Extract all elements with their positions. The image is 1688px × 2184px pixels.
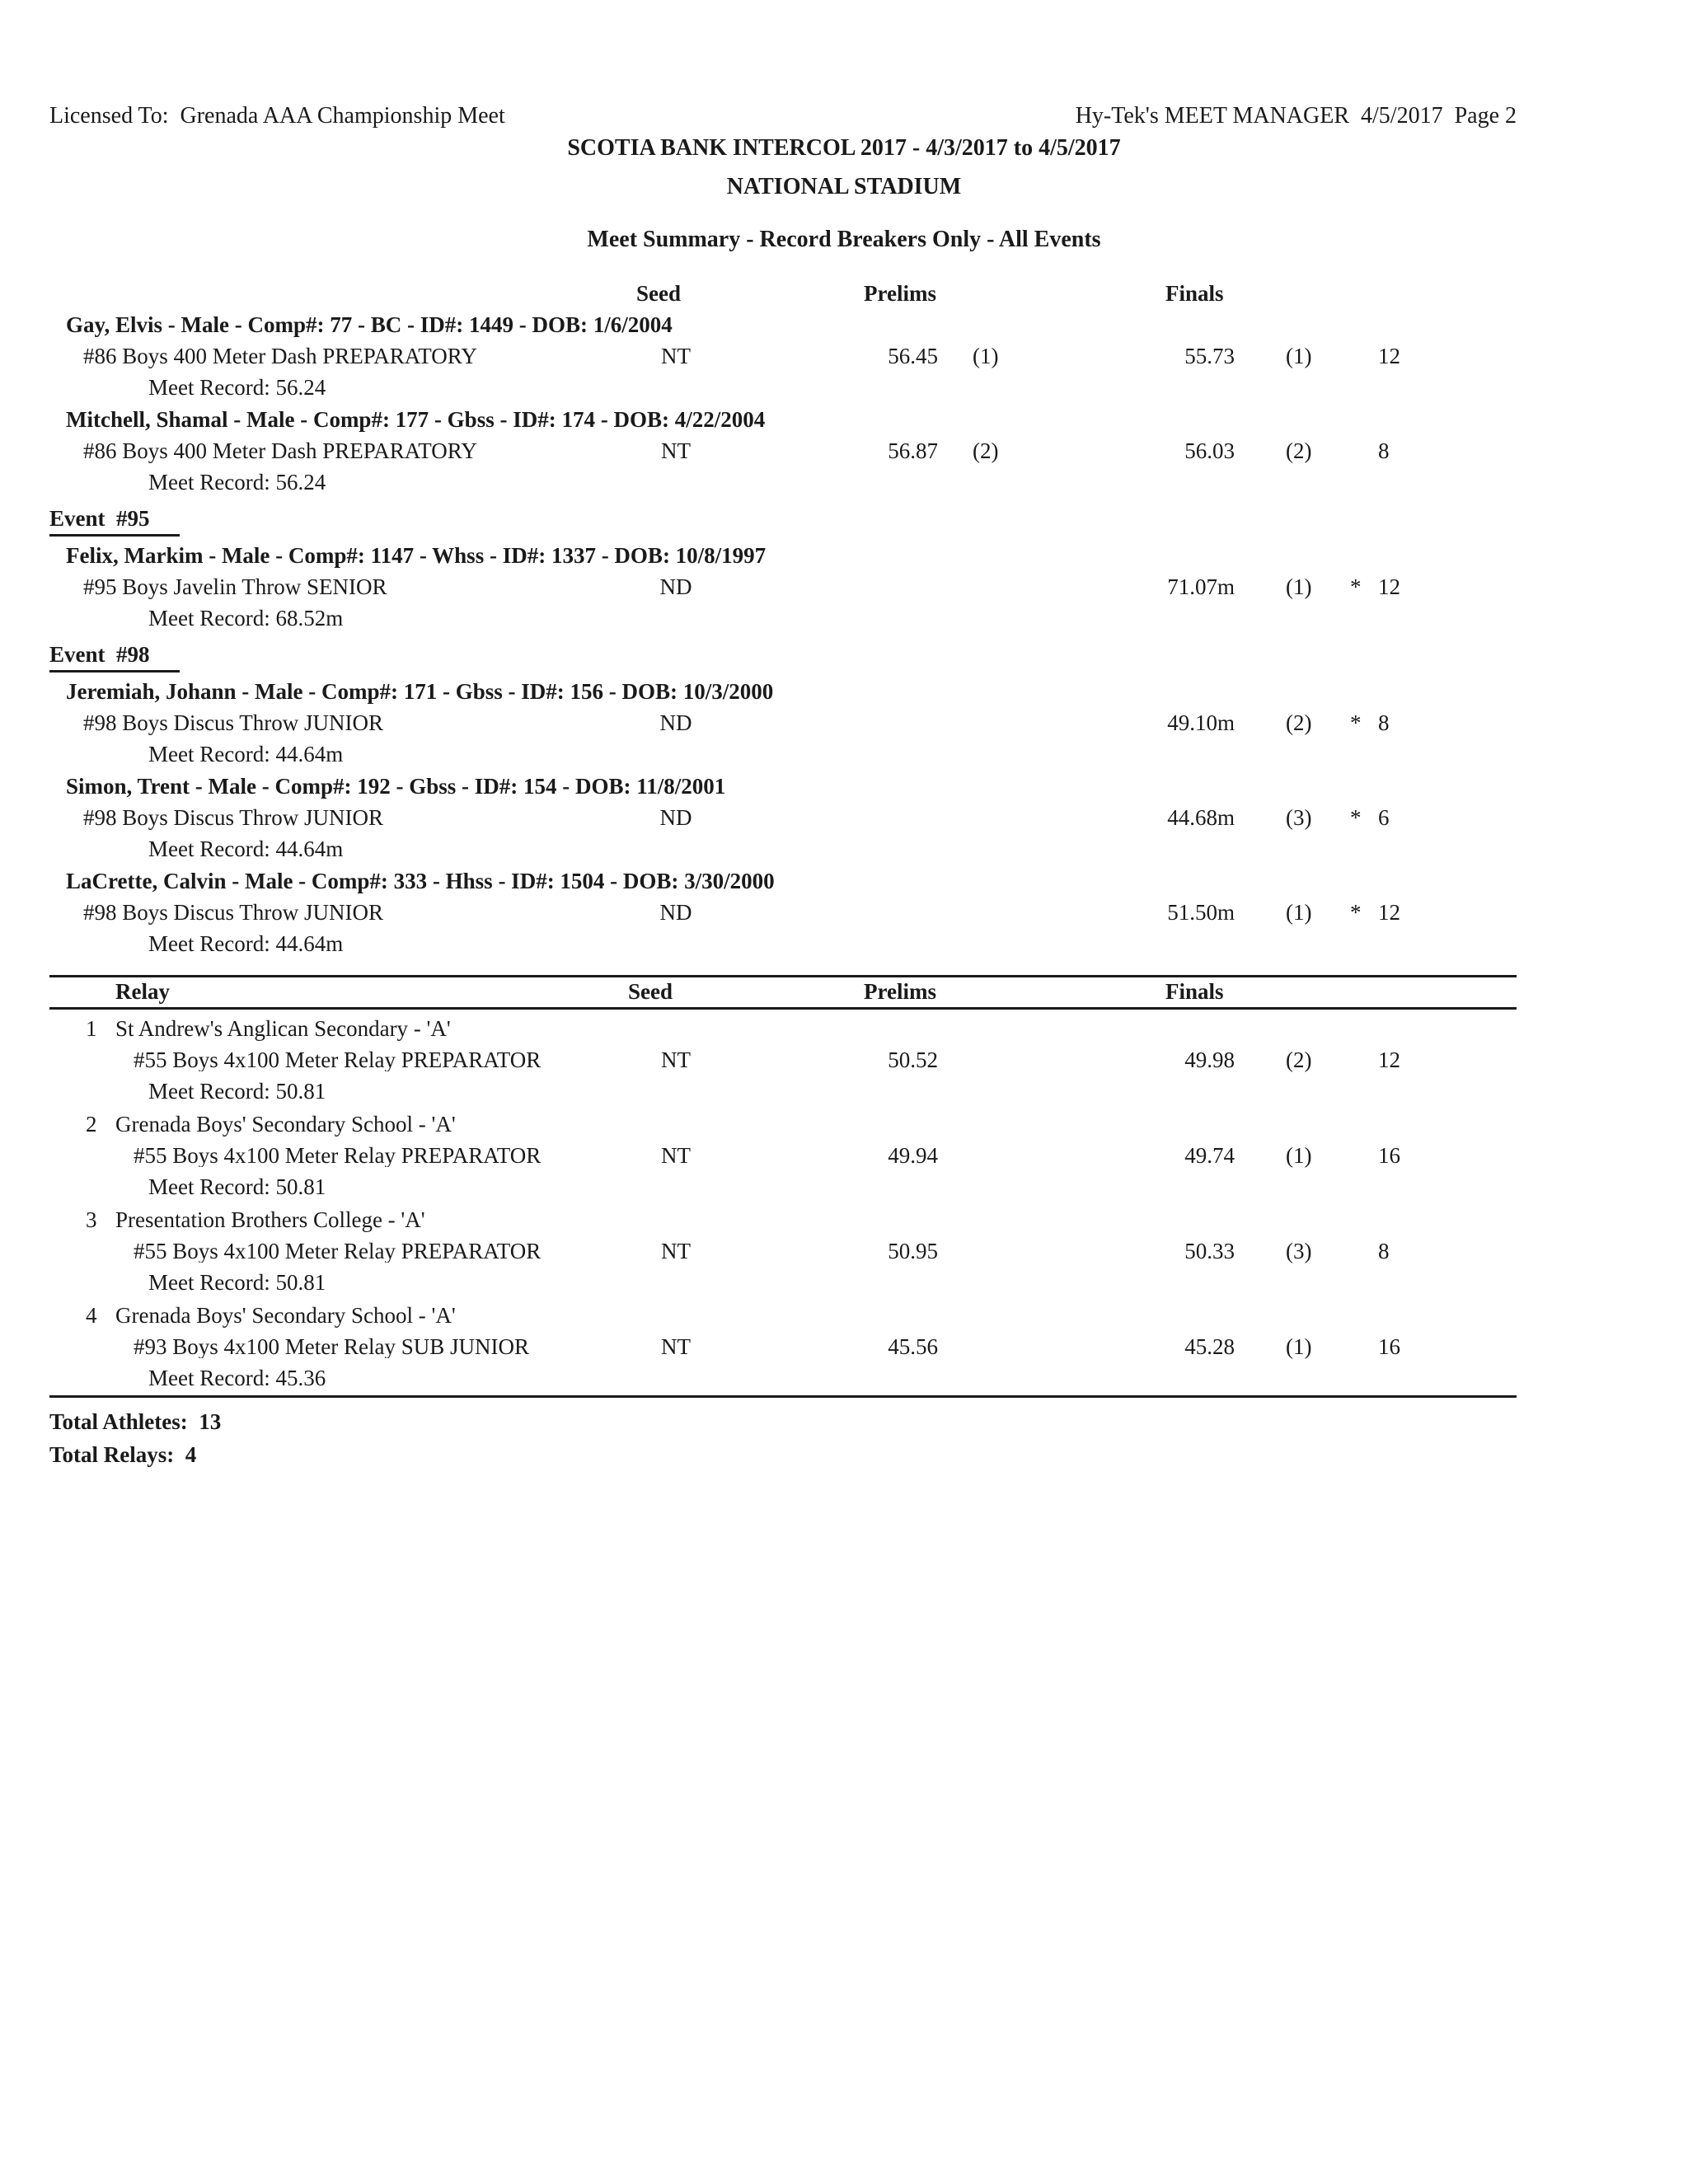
relay-finals-place: (2) — [1286, 1047, 1312, 1072]
athlete-name: Gay, Elvis - Male - Comp#: 77 - BC - ID#: 1449 - DOB: 1/6/2004 — [66, 312, 673, 337]
prelims-value: 56.45 — [888, 344, 938, 368]
relay-finals: 49.98 — [1184, 1047, 1235, 1072]
prelims-value: 56.87 — [888, 438, 938, 463]
relay-seed-header: Seed — [628, 979, 673, 1004]
relay-points: 12 — [1378, 1047, 1400, 1072]
relay-seed: NT — [661, 1143, 691, 1168]
relay-finals-place: (3) — [1286, 1239, 1312, 1263]
relay-event: #55 Boys 4x100 Meter Relay PREPARATOR — [134, 1240, 542, 1263]
report-title: Meet Summary - Record Breakers Only - All Events — [587, 227, 1101, 252]
relay-finals-header: Finals — [1165, 979, 1224, 1004]
seed-value: ND — [659, 900, 692, 925]
event-underline — [49, 670, 180, 673]
relay-event: #93 Boys 4x100 Meter Relay SUB JUNIOR — [134, 1336, 529, 1358]
athlete-name: Simon, Trent - Male - Comp#: 192 - Gbss - ID#: 154 - DOB: 11/8/2001 — [66, 774, 726, 799]
relay-points: 8 — [1378, 1239, 1390, 1263]
relay-seed: NT — [661, 1239, 691, 1263]
finals-value: 51.50m — [1167, 900, 1235, 925]
points-value: 12 — [1378, 344, 1400, 368]
meet-title: SCOTIA BANK INTERCOL 2017 - 4/3/2017 to 4/5/2017 — [567, 135, 1121, 161]
finals-value: 56.03 — [1184, 438, 1235, 463]
seed-column-header: Seed — [636, 281, 681, 306]
relay-seed: NT — [661, 1334, 691, 1359]
relay-finals: 45.28 — [1184, 1334, 1235, 1359]
event-group-label: Event #95 — [49, 506, 150, 531]
finals-place: (1) — [1286, 900, 1312, 925]
license-line: Licensed To: Grenada AAA Championship Meet — [49, 103, 505, 129]
prelims-place: (2) — [973, 438, 999, 463]
prelims-column-header: Prelims — [864, 281, 936, 306]
meet-record: Meet Record: 44.64m — [148, 837, 344, 861]
relay-finals-place: (1) — [1286, 1143, 1312, 1168]
points-value: 12 — [1378, 900, 1400, 925]
event-underline — [49, 534, 180, 537]
event-name: #98 Boys Discus Throw JUNIOR — [83, 900, 384, 925]
relay-team: Presentation Brothers College - 'A' — [115, 1207, 425, 1232]
relay-team: Grenada Boys' Secondary School - 'A' — [115, 1112, 456, 1137]
relay-prelims: 50.95 — [888, 1239, 938, 1263]
venue-title: NATIONAL STADIUM — [726, 174, 962, 199]
relay-finals: 50.33 — [1184, 1239, 1235, 1263]
total-relays: Total Relays: 4 — [49, 1442, 197, 1467]
relay-meet-record: Meet Record: 50.81 — [148, 1079, 326, 1104]
event-name: #95 Boys Javelin Throw SENIOR — [83, 574, 387, 599]
points-value: 6 — [1378, 805, 1390, 830]
relay-prelims: 49.94 — [888, 1143, 938, 1168]
relay-number: 2 — [86, 1112, 97, 1137]
finals-place: (2) — [1286, 710, 1312, 735]
software-line: Hy-Tek's MEET MANAGER 4/5/2017 Page 2 — [1075, 103, 1517, 129]
finals-column-header: Finals — [1165, 281, 1224, 306]
relay-top-rule — [49, 975, 1517, 977]
meet-record: Meet Record: 44.64m — [148, 931, 344, 956]
athlete-name: Jeremiah, Johann - Male - Comp#: 171 - Gbss - ID#: 156 - DOB: 10/3/2000 — [66, 679, 774, 704]
meet-record: Meet Record: 68.52m — [148, 606, 344, 630]
points-value: 12 — [1378, 574, 1400, 599]
finals-place: (1) — [1286, 344, 1312, 368]
total-athletes: Total Athletes: 13 — [49, 1409, 222, 1434]
relay-number: 4 — [86, 1303, 97, 1328]
points-value: 8 — [1378, 710, 1390, 735]
event-name: #86 Boys 400 Meter Dash PREPARATORY — [83, 438, 477, 463]
record-mark: * — [1350, 710, 1362, 735]
meet-record: Meet Record: 56.24 — [148, 375, 326, 400]
event-name: #86 Boys 400 Meter Dash PREPARATORY — [83, 344, 477, 368]
relay-bottom-rule — [49, 1395, 1517, 1398]
relay-meet-record: Meet Record: 50.81 — [148, 1270, 326, 1295]
relay-prelims-header: Prelims — [864, 979, 936, 1004]
relay-seed: NT — [661, 1047, 691, 1072]
relay-prelims: 45.56 — [888, 1334, 938, 1359]
finals-value: 71.07m — [1167, 574, 1235, 599]
prelims-place: (1) — [973, 344, 999, 368]
finals-place: (1) — [1286, 574, 1312, 599]
relay-number: 3 — [86, 1207, 97, 1232]
event-name: #98 Boys Discus Throw JUNIOR — [83, 805, 384, 830]
relay-meet-record: Meet Record: 50.81 — [148, 1174, 326, 1199]
record-mark: * — [1350, 574, 1362, 599]
finals-value: 49.10m — [1167, 710, 1235, 735]
athlete-name: Mitchell, Shamal - Male - Comp#: 177 - Gbss - ID#: 174 - DOB: 4/22/2004 — [66, 407, 766, 432]
meet-record: Meet Record: 44.64m — [148, 742, 344, 766]
event-name: #98 Boys Discus Throw JUNIOR — [83, 710, 384, 735]
relay-prelims: 50.52 — [888, 1047, 938, 1072]
relay-meet-record: Meet Record: 45.36 — [148, 1366, 326, 1390]
relay-team: Grenada Boys' Secondary School - 'A' — [115, 1303, 456, 1328]
relay-finals-place: (1) — [1286, 1334, 1312, 1359]
seed-value: ND — [659, 710, 692, 735]
relay-points: 16 — [1378, 1143, 1400, 1168]
relay-finals: 49.74 — [1184, 1143, 1235, 1168]
relay-event: #55 Boys 4x100 Meter Relay PREPARATOR — [134, 1145, 542, 1167]
relay-number: 1 — [86, 1016, 97, 1041]
relay-header-rule — [49, 1007, 1517, 1010]
relay-column-header: Relay — [115, 979, 170, 1004]
relay-team: St Andrew's Anglican Secondary - 'A' — [115, 1016, 451, 1041]
record-mark: * — [1350, 900, 1362, 925]
seed-value: NT — [661, 344, 691, 368]
athlete-name: Felix, Markim - Male - Comp#: 1147 - Whss - ID#: 1337 - DOB: 10/8/1997 — [66, 543, 767, 568]
finals-value: 44.68m — [1167, 805, 1235, 830]
seed-value: ND — [659, 805, 692, 830]
meet-record: Meet Record: 56.24 — [148, 470, 326, 494]
seed-value: ND — [659, 574, 692, 599]
record-mark: * — [1350, 805, 1362, 830]
athlete-name: LaCrette, Calvin - Male - Comp#: 333 - Hhss - ID#: 1504 - DOB: 3/30/2000 — [66, 869, 775, 893]
relay-points: 16 — [1378, 1334, 1400, 1359]
relay-event: #55 Boys 4x100 Meter Relay PREPARATOR — [134, 1049, 542, 1071]
finals-value: 55.73 — [1184, 344, 1235, 368]
finals-place: (3) — [1286, 805, 1312, 830]
seed-value: NT — [661, 438, 691, 463]
finals-place: (2) — [1286, 438, 1312, 463]
points-value: 8 — [1378, 438, 1390, 463]
event-group-label: Event #98 — [49, 642, 150, 667]
